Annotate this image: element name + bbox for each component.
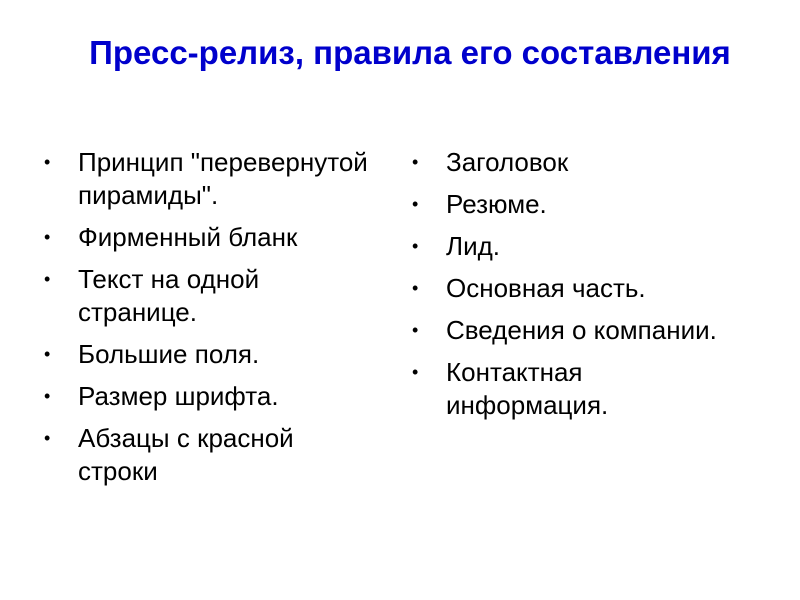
list-item [408, 356, 738, 422]
list-item-text: Размер шрифта. [78, 381, 279, 411]
bullet-icon: • [44, 344, 51, 364]
list-item-text: Сведения о компании. [446, 315, 717, 345]
list-item [40, 338, 370, 371]
list-item-text: Основная часть. [446, 273, 646, 303]
list-item [408, 272, 738, 305]
list-item-text: Фирменный бланк [78, 222, 298, 252]
list-item-text: Текст на одной странице. [78, 264, 260, 327]
list-item-text: Принцип "перевернутой пирамиды". [78, 147, 368, 210]
list-item [408, 230, 738, 263]
list-item-text: Контактная информация. [446, 357, 609, 420]
list-item-text: Лид. [446, 231, 500, 261]
right-bullet-list [408, 146, 738, 431]
list-item-text: Большие поля. [78, 339, 260, 369]
list-item [408, 314, 738, 347]
list-item [40, 263, 370, 329]
bullet-icon: • [44, 227, 51, 247]
bullet-icon: • [412, 320, 419, 340]
bullet-icon: • [44, 428, 51, 448]
list-item [408, 188, 738, 221]
bullet-icon: • [44, 152, 51, 172]
bullet-icon: • [412, 278, 419, 298]
bullet-icon: • [412, 236, 419, 256]
list-item [40, 221, 370, 254]
bullet-icon: • [44, 386, 51, 406]
list-item [40, 380, 370, 413]
list-item-text: Резюме. [446, 189, 547, 219]
bullet-icon: • [412, 362, 419, 382]
list-item-text: Абзацы с красной строки [78, 423, 294, 486]
bullet-icon: • [412, 194, 419, 214]
bullet-icon: • [44, 269, 51, 289]
list-item [408, 146, 738, 179]
bullet-icon: • [412, 152, 419, 172]
list-item [40, 422, 370, 488]
list-item-text: Заголовок [446, 147, 569, 177]
slide-title: Пресс-релиз, правила его составления [89, 34, 731, 71]
list-item [40, 146, 370, 212]
left-bullet-list [40, 146, 370, 497]
